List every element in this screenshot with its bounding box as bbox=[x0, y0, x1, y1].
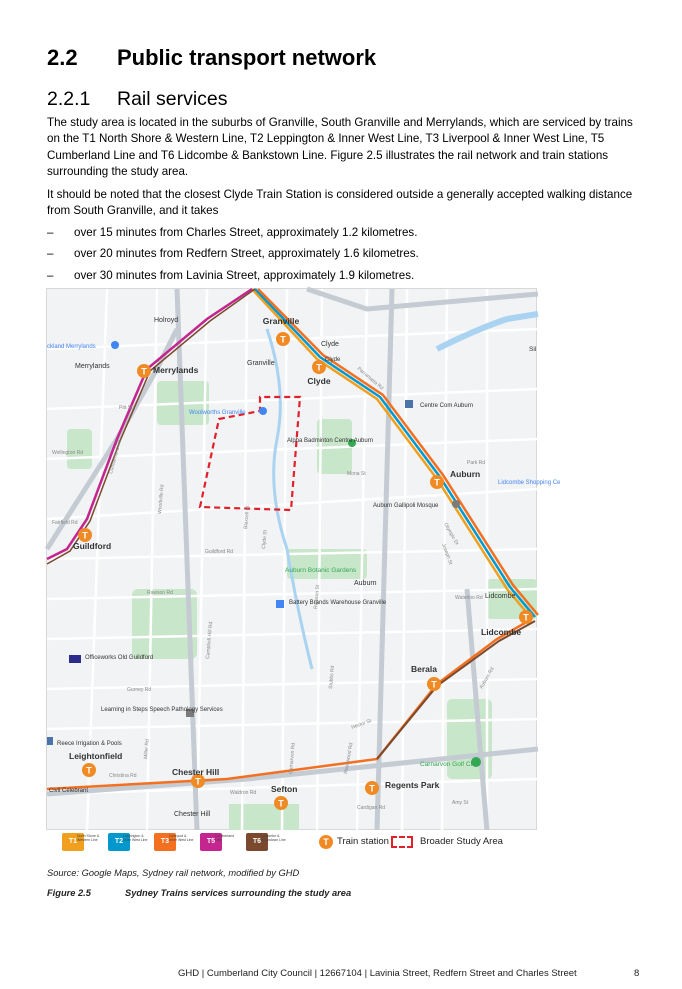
map-legend bbox=[46, 830, 537, 856]
station-marker-regents-park bbox=[365, 781, 379, 795]
station-marker-auburn bbox=[430, 475, 444, 489]
poi-icon bbox=[452, 500, 460, 508]
street-label: Waldron Rd bbox=[230, 790, 257, 796]
map-label: Carnarvon Golf Club bbox=[420, 761, 480, 768]
station-marker-sefton bbox=[274, 796, 288, 810]
figure-title: Sydney Trains services surrounding the study area bbox=[125, 888, 352, 898]
map-label: Auburn bbox=[354, 580, 377, 587]
poi-icon bbox=[259, 407, 267, 415]
legend-t2-icon: T2 bbox=[108, 833, 130, 851]
map-label: Clyde bbox=[321, 341, 339, 348]
creek bbox=[267, 329, 312, 669]
svg-text:T: T bbox=[316, 362, 322, 373]
street-label: Guildford Rd bbox=[205, 549, 234, 555]
poi-icon bbox=[405, 400, 413, 408]
street-label: Stubbs Rd bbox=[328, 665, 337, 690]
map-label: Merrylands bbox=[75, 363, 110, 370]
legend-t3-icon: T3 bbox=[154, 833, 176, 851]
map-label: Guildford bbox=[73, 541, 112, 551]
paragraph-intro: The study area is located in the suburbs of Granville, South Granville and Merrylands, which are serviced by trains on the T1 North Shore & Western Line, T2 Leppington & Inner West Line, T3 Liverpool & Inner West Line, T5 Cumberland Line and T6 Lidcombe & Bankstown Line. Figure 2.5 illustrates the rail network and train stations surrounding the study area. bbox=[47, 116, 633, 179]
rail-network-map bbox=[46, 288, 561, 830]
legend-t3-text: Liverpool & Inner West Line bbox=[169, 834, 194, 843]
street-label: Carnarvon Rd bbox=[288, 742, 297, 775]
station-marker-guildford bbox=[78, 528, 92, 542]
legend-station-label: Train station bbox=[337, 836, 389, 847]
list-item bbox=[47, 225, 642, 241]
section-heading bbox=[47, 45, 376, 71]
street-label: Park Rd bbox=[467, 460, 486, 466]
street-label: Hector St bbox=[350, 718, 373, 731]
map-label: Granville bbox=[262, 316, 300, 326]
street-label: Gurney Rd bbox=[127, 687, 152, 693]
street-label: Campbell Hill Rd bbox=[205, 621, 215, 660]
legend-t6-icon: T6 bbox=[246, 833, 268, 851]
poi-icon bbox=[276, 600, 284, 608]
svg-text:T: T bbox=[195, 776, 201, 787]
map-label: Merrylands bbox=[153, 365, 199, 375]
map-label: Auburn bbox=[450, 469, 481, 479]
svg-text:T: T bbox=[278, 798, 284, 809]
map-label: Chester Hill bbox=[172, 767, 220, 777]
legend-study-label: Broader Study Area bbox=[420, 836, 503, 847]
map-label: Sefton bbox=[271, 784, 298, 794]
street-label: Rawson Rd bbox=[147, 590, 173, 596]
map-label: Alpha Badminton Centre Auburn bbox=[287, 438, 374, 444]
figure-caption bbox=[47, 888, 351, 898]
svg-text:T: T bbox=[434, 477, 440, 488]
street-label: Christina Rd bbox=[109, 773, 137, 779]
study-area-legend-icon bbox=[391, 836, 413, 848]
figure-number: Figure 2.5 bbox=[47, 888, 91, 898]
map-label: Battery Brands Warehouse Granville bbox=[289, 600, 387, 606]
legend-t5-icon: T5 bbox=[200, 833, 222, 851]
list-item-text: over 20 minutes from Redfern Street, approximately 1.6 kilometres. bbox=[74, 247, 419, 261]
subsection-title: Rail services bbox=[117, 88, 228, 110]
list-dash: – bbox=[47, 247, 54, 261]
walking-distance-list bbox=[47, 225, 642, 289]
street-label: Pitt St bbox=[119, 405, 133, 411]
list-item bbox=[47, 268, 642, 284]
street-label: Miller Rd bbox=[143, 738, 151, 760]
map-label: Learning in Steps Speech Pathology Services bbox=[101, 707, 223, 713]
svg-text:T: T bbox=[82, 530, 88, 541]
t5-line bbox=[47, 289, 252, 559]
street-label: Clyde St bbox=[261, 529, 269, 550]
map-label: Civil Celebrant bbox=[49, 788, 89, 794]
svg-text:T: T bbox=[280, 334, 286, 345]
svg-text:T: T bbox=[369, 783, 375, 794]
map-label: Reece Irrigation & Pools bbox=[57, 741, 122, 747]
map-label: Auburn Gallipoli Mosque bbox=[373, 503, 439, 509]
legend-t5-text: Cumberland Line bbox=[215, 834, 235, 843]
station-marker-granville bbox=[276, 332, 290, 346]
poi-icon bbox=[111, 341, 119, 349]
figure-source: Source: Google Maps, Sydney rail network, modified by GHD bbox=[47, 868, 300, 878]
svg-text:T: T bbox=[431, 679, 437, 690]
svg-text:T: T bbox=[141, 366, 147, 377]
street-label: Woodville Rd bbox=[157, 484, 166, 515]
map-label: Holroyd bbox=[154, 317, 179, 324]
street-label: Joseph St bbox=[440, 542, 454, 566]
map-label: Granville bbox=[247, 360, 275, 367]
street-label: Cardigan Rd bbox=[357, 805, 386, 811]
map-label: Berala bbox=[411, 664, 437, 674]
legend-t2-text: Leppington & Inner West Line bbox=[123, 834, 148, 843]
subsection-heading bbox=[47, 88, 228, 111]
station-marker-lidcombe bbox=[519, 610, 533, 624]
subsection-number: 2.2.1 bbox=[47, 88, 91, 110]
station-marker-merrylands bbox=[137, 364, 151, 378]
station-marker-leightonfield bbox=[82, 763, 96, 777]
map-label: Clyde bbox=[325, 357, 341, 363]
section-number: 2.2 bbox=[47, 45, 78, 70]
map-label: Woolworths Granville bbox=[189, 410, 246, 416]
map-label: Auburn Botanic Gardens bbox=[285, 567, 357, 574]
station-marker-clyde bbox=[312, 360, 326, 374]
poi-icon bbox=[69, 655, 81, 663]
svg-text:T: T bbox=[523, 612, 529, 623]
paragraph-walking: It should be noted that the closest Clyde Train Station is considered outside a generally accepted walking distance from South Granville, and it takes bbox=[47, 188, 633, 218]
map-label: Clyde bbox=[307, 376, 331, 386]
train-station-icon: T bbox=[319, 835, 333, 849]
t2-t5-line bbox=[47, 289, 255, 564]
map-label: Officeworks Old Guildford bbox=[85, 655, 154, 661]
map-label: ckland Merrylands bbox=[47, 344, 96, 350]
street-label: Rookwood Rd bbox=[343, 742, 355, 775]
list-item-text: over 15 minutes from Charles Street, approximately 1.2 kilometres. bbox=[74, 226, 418, 239]
map-label: Lidcombe bbox=[481, 627, 522, 637]
legend-t1-text: North Shore & Western Line bbox=[77, 834, 100, 843]
street-label: Mona St bbox=[347, 471, 366, 477]
list-item-text: over 30 minutes from Lavinia Street, approximately 1.9 kilometres. bbox=[74, 268, 415, 282]
street-label: Amy St bbox=[452, 800, 469, 806]
legend-t6-text: Lidcombe & Bankstown Line bbox=[261, 834, 286, 843]
street-label: Auburn Rd bbox=[478, 666, 496, 690]
street-label: Cumberland Rd bbox=[108, 439, 123, 475]
station-marker-berala bbox=[427, 677, 441, 691]
street-label: Wellington Rd bbox=[52, 450, 84, 456]
map-label: Regents Park bbox=[385, 780, 440, 790]
map-label: Lidcombe bbox=[485, 593, 516, 600]
legend-t1-icon: T1 bbox=[62, 833, 84, 851]
svg-text:T: T bbox=[86, 765, 92, 776]
map-label: Chester Hill bbox=[174, 811, 211, 818]
street-label: Blaxcell St bbox=[243, 505, 252, 530]
street-label: Fairfield Rd bbox=[52, 520, 78, 526]
map-label: Leightonfield bbox=[69, 751, 123, 761]
map-label: Lidcombe Shopping Ce bbox=[498, 480, 561, 486]
street-label: Waterloo Rd bbox=[455, 595, 483, 601]
map-label: Centre Com Auburn bbox=[420, 403, 474, 409]
poi-icon bbox=[47, 737, 53, 745]
list-item bbox=[47, 246, 642, 262]
map-label: Sil bbox=[529, 346, 537, 353]
list-dash: – bbox=[47, 268, 54, 282]
section-title: Public transport network bbox=[117, 45, 377, 70]
page-footer: GHD | Cumberland City Council | 12667104 | Lavinia Street, Redfern Street and Charles Street bbox=[178, 968, 577, 979]
list-dash: – bbox=[47, 226, 54, 239]
page-number: 8 bbox=[634, 968, 640, 979]
street-label: Parramatta Rd bbox=[355, 365, 385, 392]
street-label: Olympic Dr bbox=[442, 522, 460, 547]
street-label: Rawson St bbox=[313, 584, 322, 610]
